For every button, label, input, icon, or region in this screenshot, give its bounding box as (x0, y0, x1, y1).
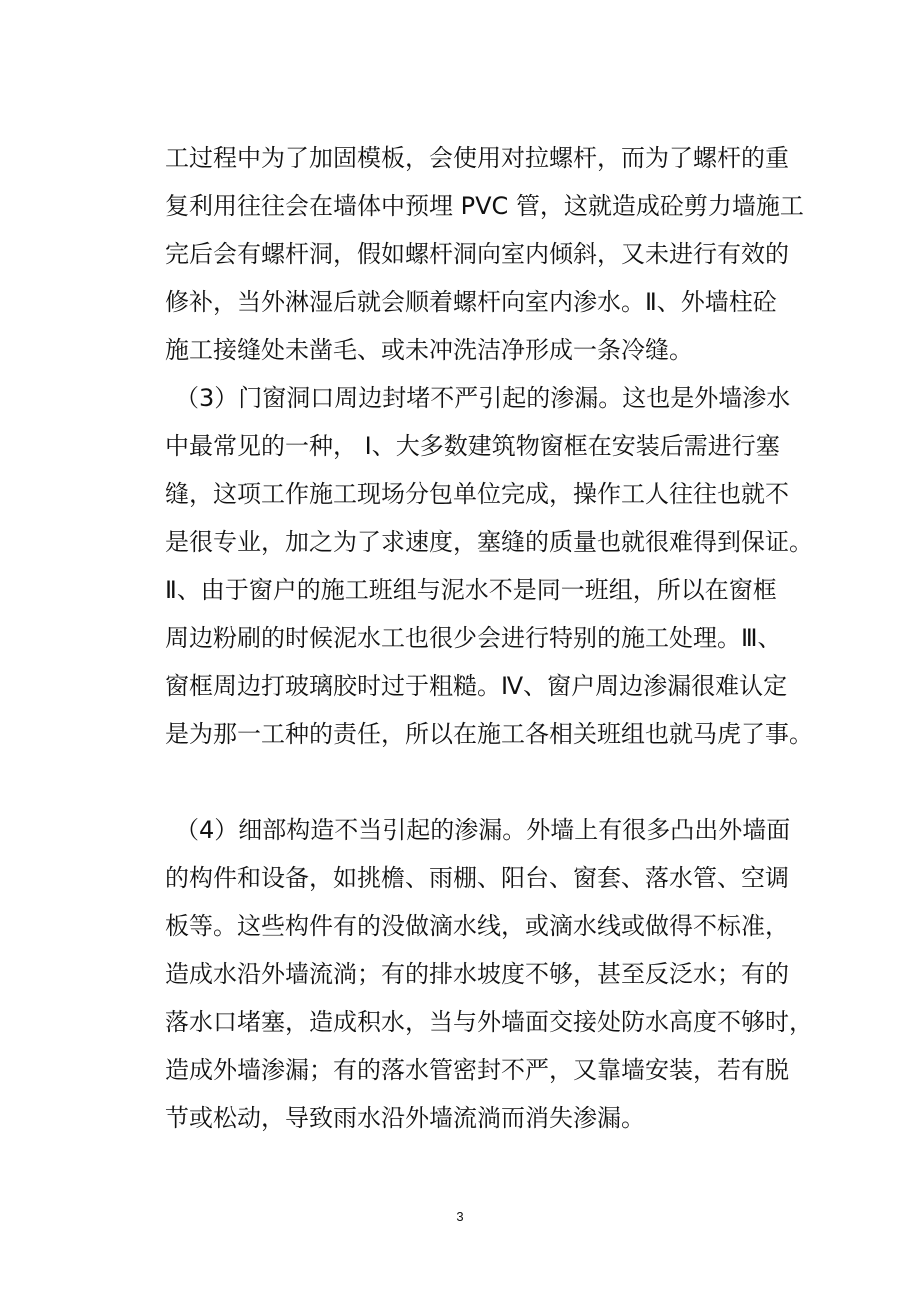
text-line: Ⅱ、由于窗户的施工班组与泥水不是同一班组，所以在窗框 (165, 576, 777, 604)
text-line: 工过程中为了加固模板，会使用对拉螺杆，而为了螺杆的重 (165, 144, 789, 172)
text-line: 周边粉刷的时候泥水工也很少会进行特别的施工处理。Ⅲ、 (165, 624, 782, 652)
text-line: 复利用往往会在墙体中预埋 PVC 管，这就造成砼剪力墙施工 (165, 192, 804, 220)
page-number: 3 (456, 1209, 464, 1224)
text-line: 修补，当外淋湿后就会顺着螺杆向室内渗水。Ⅱ、外墙柱砼 (165, 288, 777, 316)
text-line: （4）细部构造不当引起的渗漏。外墙上有很多凸出外墙面 (175, 816, 791, 844)
text-line: 造成外墙渗漏；有的落水管密封不严，又靠墙安装，若有脱 (165, 1056, 789, 1084)
text-line: 是为那一工种的责任，所以在施工各相关班组也就马虎了事。 (165, 720, 813, 748)
text-line: 缝，这项工作施工现场分包单位完成，操作工人往往也就不 (165, 480, 789, 508)
text-line: 完后会有螺杆洞，假如螺杆洞向室内倾斜，又未进行有效的 (165, 240, 789, 268)
text-line: 是很专业，加之为了求速度，塞缝的质量也就很难得到保证。 (165, 528, 813, 556)
text-line: 造成水沿外墙流淌；有的排水坡度不够，甚至反泛水；有的 (165, 960, 789, 988)
text-line: （3）门窗洞口周边封堵不严引起的渗漏。这也是外墙渗水 (175, 384, 791, 412)
text-line: 中最常见的一种， Ⅰ、大多数建筑物窗框在安装后需进行塞 (165, 432, 780, 460)
text-line: 落水口堵塞，造成积水，当与外墙面交接处防水高度不够时， (165, 1008, 813, 1036)
text-line: 施工接缝处未凿毛、或未冲洗洁净形成一条冷缝。 (165, 336, 693, 364)
text-line: 窗框周边打玻璃胶时过于粗糙。Ⅳ、窗户周边渗漏很难认定 (165, 672, 788, 700)
text-line: 的构件和设备，如挑檐、雨棚、阳台、窗套、落水管、空调 (165, 864, 789, 892)
text-line: 板等。这些构件有的没做滴水线，或滴水线或做得不标准， (165, 912, 789, 940)
text-line: 节或松动，导致雨水沿外墙流淌而消失渗漏。 (165, 1104, 645, 1132)
